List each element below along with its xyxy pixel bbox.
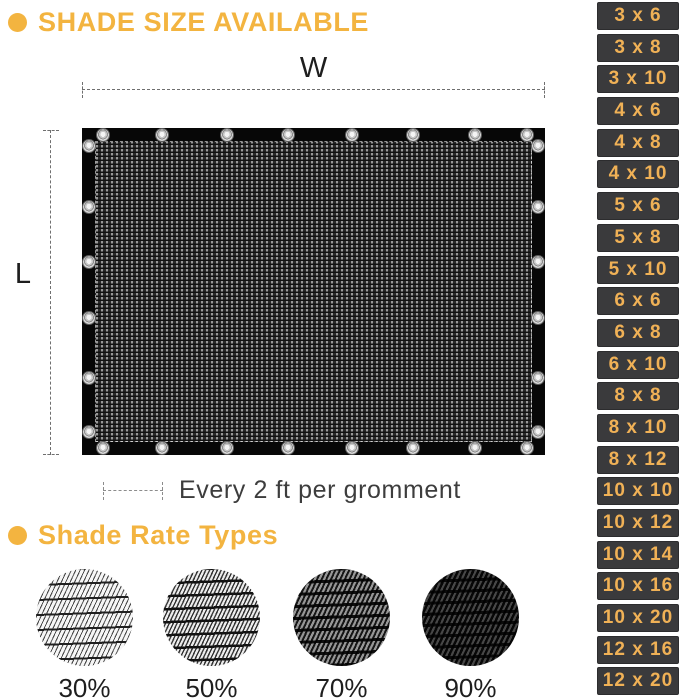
shade-net-diagram [82, 128, 545, 455]
section-shade-size-header [8, 7, 369, 38]
size-option: 3 x 8 [597, 34, 679, 62]
size-option: 6 x 8 [597, 319, 679, 347]
width-dimension-label: W [299, 52, 328, 84]
shade-rate-title: Shade Rate Types [38, 520, 279, 550]
size-option: 8 x 12 [597, 446, 679, 474]
grommet [97, 442, 109, 454]
dimension-tick [43, 130, 59, 131]
bullet-icon [8, 526, 27, 545]
grommet [282, 129, 294, 141]
length-dimension-label: L [14, 258, 32, 290]
grommet [83, 426, 95, 438]
section-shade-rate-header [8, 520, 278, 551]
grommet [532, 312, 544, 324]
grommet [407, 129, 419, 141]
shade-rate-label: 30% [58, 673, 111, 698]
size-option: 5 x 6 [597, 192, 679, 220]
size-option: 12 x 16 [597, 636, 679, 664]
grommet-spacing-bracket [103, 490, 163, 491]
shade-rate-label: 70% [315, 673, 368, 698]
dimension-tick [43, 454, 59, 455]
grommet [407, 442, 419, 454]
grommet [346, 442, 358, 454]
size-option: 10 x 20 [597, 604, 679, 632]
shade-rate-sample [422, 569, 519, 698]
size-option: 8 x 10 [597, 414, 679, 442]
grommet [532, 140, 544, 152]
bullet-icon [8, 13, 27, 32]
size-option: 10 x 12 [597, 509, 679, 537]
size-option: 5 x 8 [597, 224, 679, 252]
grommet [83, 201, 95, 213]
grommet [532, 426, 544, 438]
size-option: 6 x 6 [597, 287, 679, 315]
grommet [532, 256, 544, 268]
mesh-swatch-icon [163, 569, 260, 666]
size-option: 8 x 8 [597, 382, 679, 410]
dimension-tick [544, 82, 545, 98]
size-list [597, 2, 679, 695]
grommet [532, 372, 544, 384]
mesh-swatch-icon [293, 569, 390, 666]
grommet [83, 372, 95, 384]
shade-rate-sample [293, 569, 390, 698]
size-option: 12 x 20 [597, 667, 679, 695]
shade-rate-sample [163, 569, 260, 698]
bracket-tick [103, 482, 104, 500]
grommet [83, 256, 95, 268]
grommet-spacing-note: Every 2 ft per gromment [179, 476, 461, 504]
size-option: 4 x 6 [597, 97, 679, 125]
grommet [346, 129, 358, 141]
grommet [469, 129, 481, 141]
size-option: 6 x 10 [597, 351, 679, 379]
grommet [282, 442, 294, 454]
grommet [532, 201, 544, 213]
grommet [83, 312, 95, 324]
width-dimension-line [82, 89, 545, 90]
shade-rate-label: 50% [185, 673, 238, 698]
mesh-swatch-icon [422, 569, 519, 666]
shade-size-title: SHADE SIZE AVAILABLE [38, 7, 370, 37]
size-option: 4 x 10 [597, 160, 679, 188]
grommet [156, 442, 168, 454]
size-option: 4 x 8 [597, 129, 679, 157]
size-option: 5 x 10 [597, 256, 679, 284]
mesh-swatch-icon [36, 569, 133, 666]
grommet [83, 140, 95, 152]
grommet [97, 129, 109, 141]
grommet [221, 442, 233, 454]
size-option: 10 x 16 [597, 572, 679, 600]
dimension-tick [82, 82, 83, 98]
grommet [521, 442, 533, 454]
bracket-tick [162, 482, 163, 500]
length-dimension-line [50, 130, 51, 455]
size-option: 3 x 10 [597, 65, 679, 93]
size-option: 10 x 10 [597, 477, 679, 505]
size-option: 3 x 6 [597, 2, 679, 30]
size-option: 10 x 14 [597, 541, 679, 569]
shade-net-mesh [95, 141, 532, 442]
shade-rate-label: 90% [444, 673, 497, 698]
grommet [221, 129, 233, 141]
shade-rate-sample [36, 569, 133, 698]
grommet [156, 129, 168, 141]
grommet [521, 129, 533, 141]
grommet [469, 442, 481, 454]
